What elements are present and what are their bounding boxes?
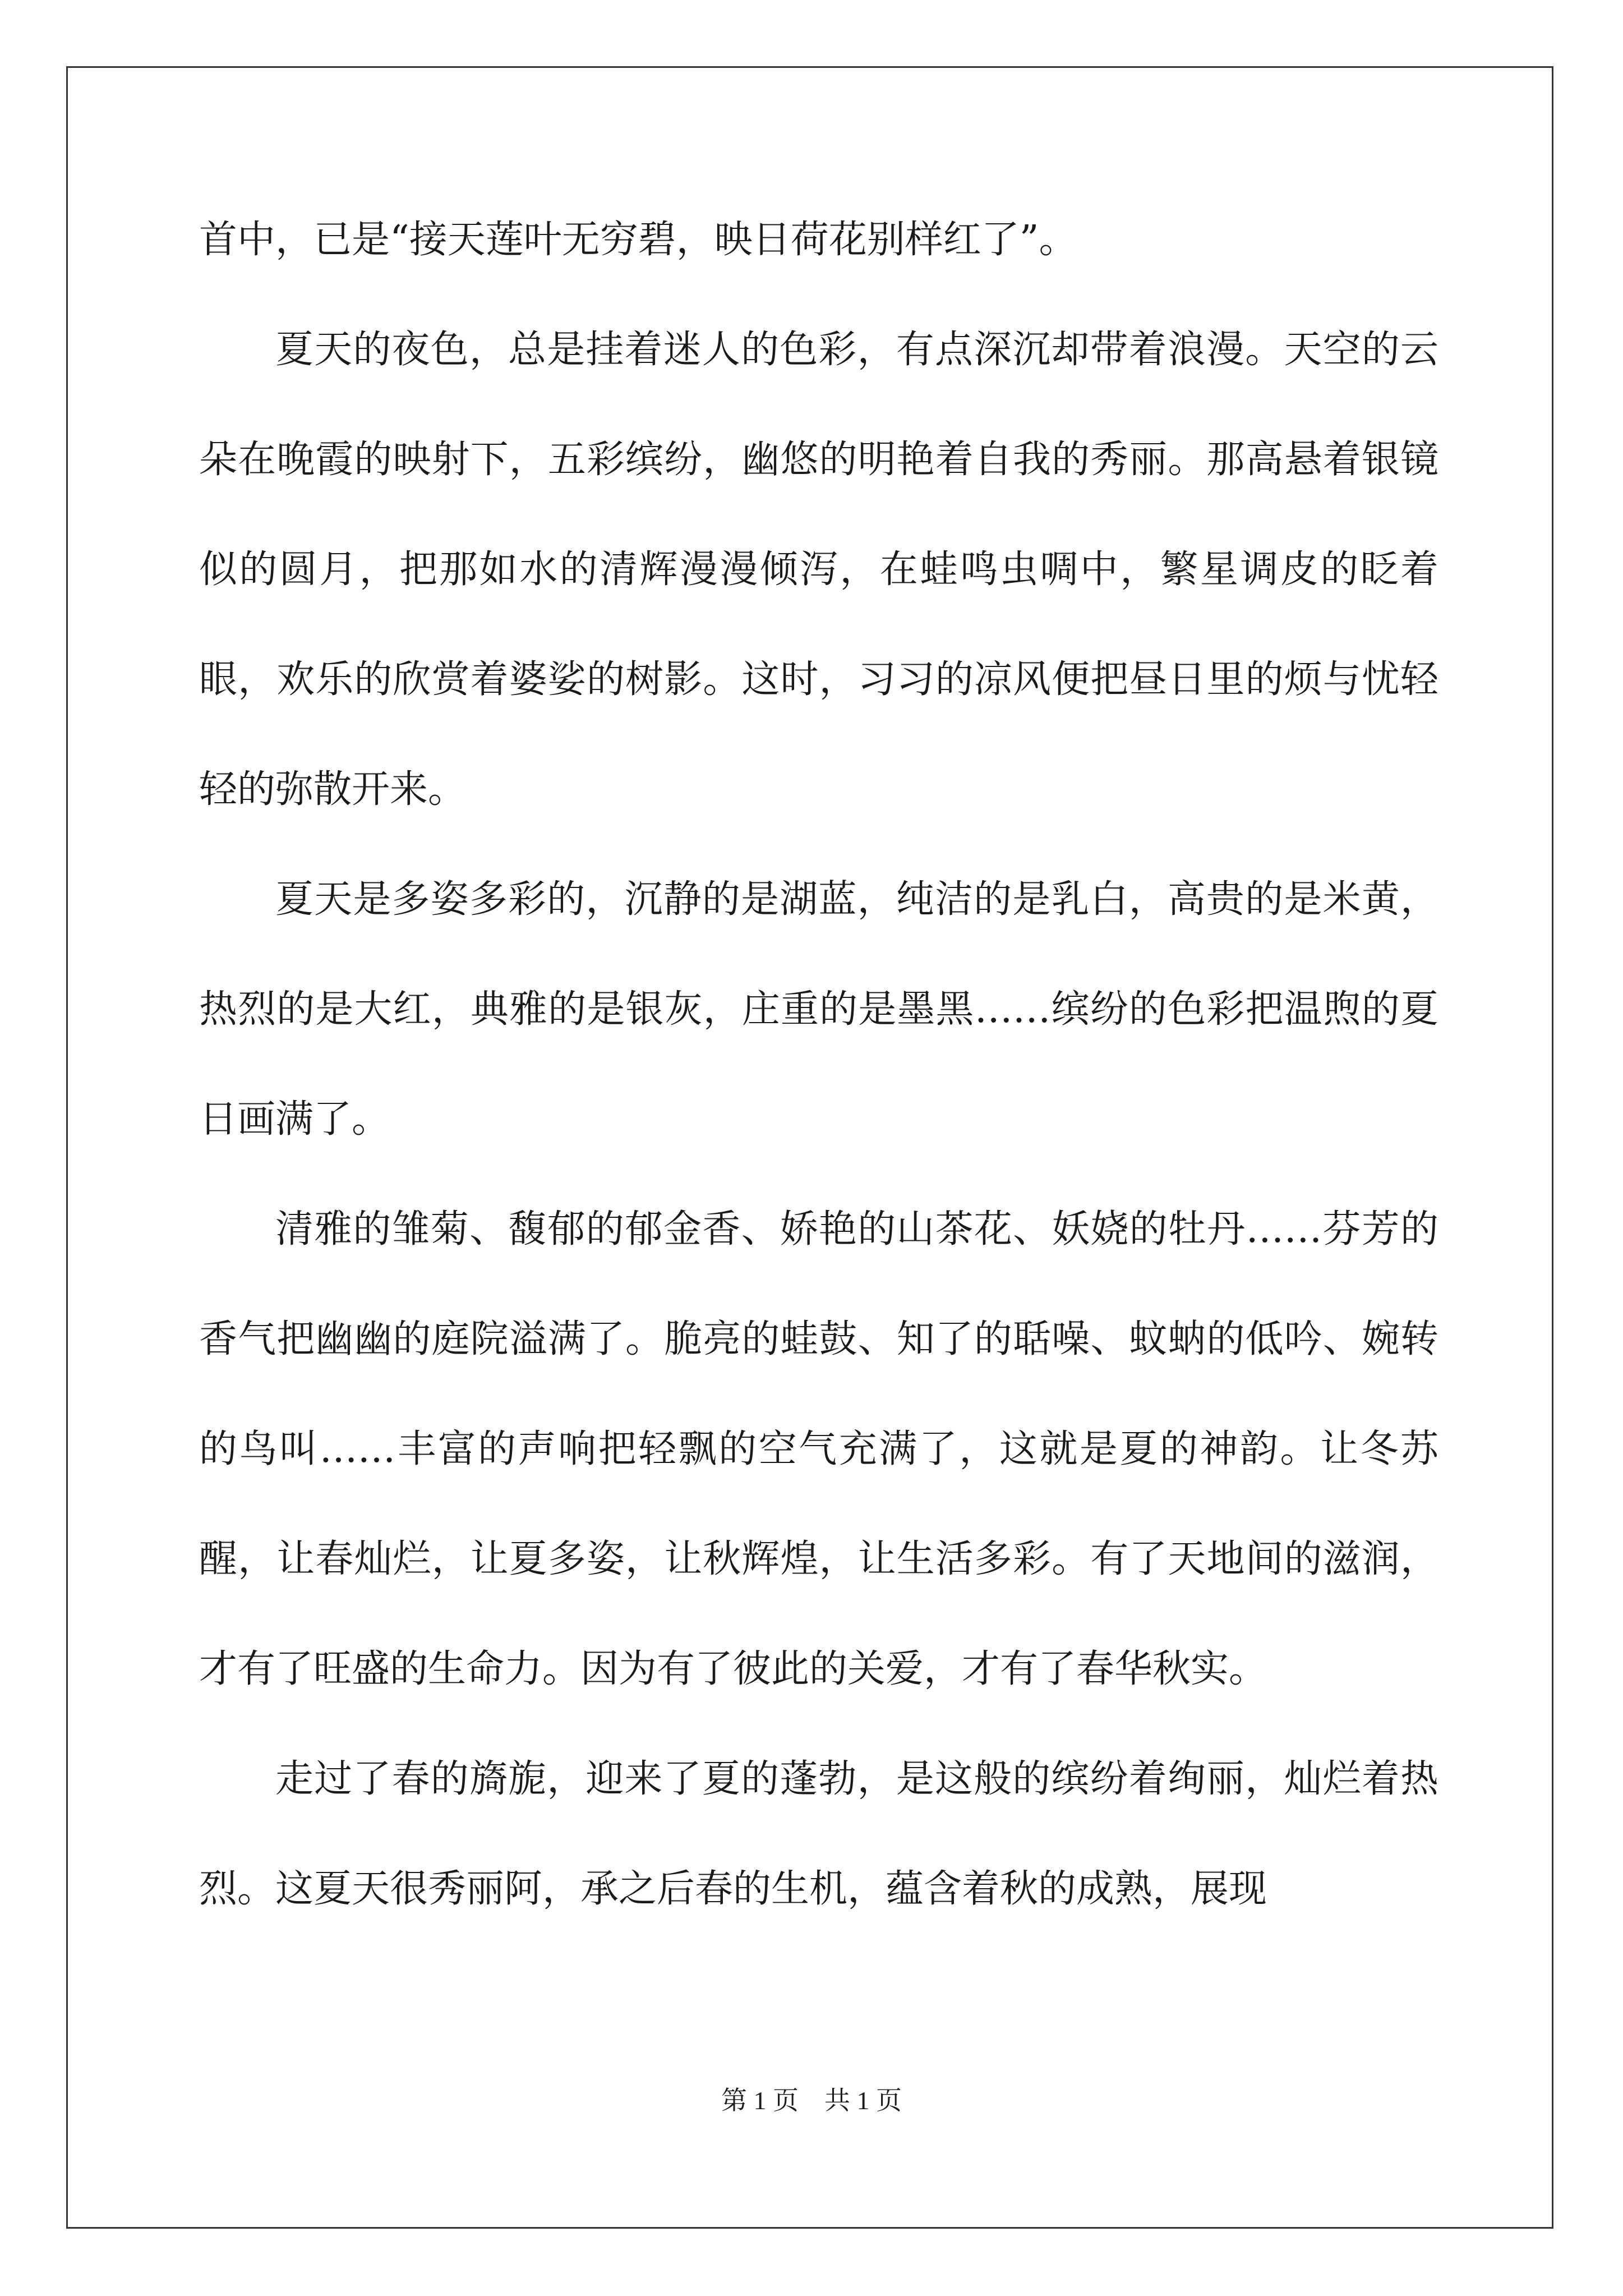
paragraph-4: 清雅的雏菊、馥郁的郁金香、娇艳的山茶花、妖娆的牡丹……芬芳的香气把幽幽的庭院溢满了。脆亮的蛙鼓、知了的聒噪、蚊蚋的低吟、婉转的鸟叫……丰富的声响把轻飘的空气充满了，这就是夏的神韵。让冬苏醒，让春灿烂，让夏多姿，让秋辉煌，让生活多彩。有了天地间的滋润，才有了旺盛的生命力。因为有了彼此的关爱，才有了春华秋实。 <box>199 1207 1438 1691</box>
paragraph-1: 首中，已是“接天莲叶无穷碧，映日荷花别样红了”。 <box>199 218 1077 262</box>
paragraph-3: 夏天是多姿多彩的，沉静的是湖蓝，纯洁的是乳白，高贵的是米黄，热烈的是大红，典雅的是银灰，庄重的是墨黑……缤纷的色彩把温煦的夏日画满了。 <box>199 877 1438 1142</box>
document-body <box>199 185 1438 1944</box>
paragraph-5: 走过了春的旖旎，迎来了夏的蓬勃，是这般的缤纷着绚丽，灿烂着热烈。这夏天很秀丽阿，承之后春的生机，蕴含着秋的成熟，展现 <box>199 1757 1438 1911</box>
page-number-footer: 第 1 页 共 1 页 <box>721 2086 902 2115</box>
paragraph-2: 夏天的夜色，总是挂着迷人的色彩，有点深沉却带着浪漫。天空的云朵在晚霞的映射下，五彩缤纷，幽悠的明艳着自我的秀丽。那高悬着银镜似的圆月，把那如水的清辉漫漫倾泻，在蛙鸣虫啁中，繁星调皮的眨着眼，欢乐的欣赏着婆娑的树影。这时，习习的凉风便把昼日里的烦与忧轻轻的弥散开来。 <box>199 328 1438 812</box>
